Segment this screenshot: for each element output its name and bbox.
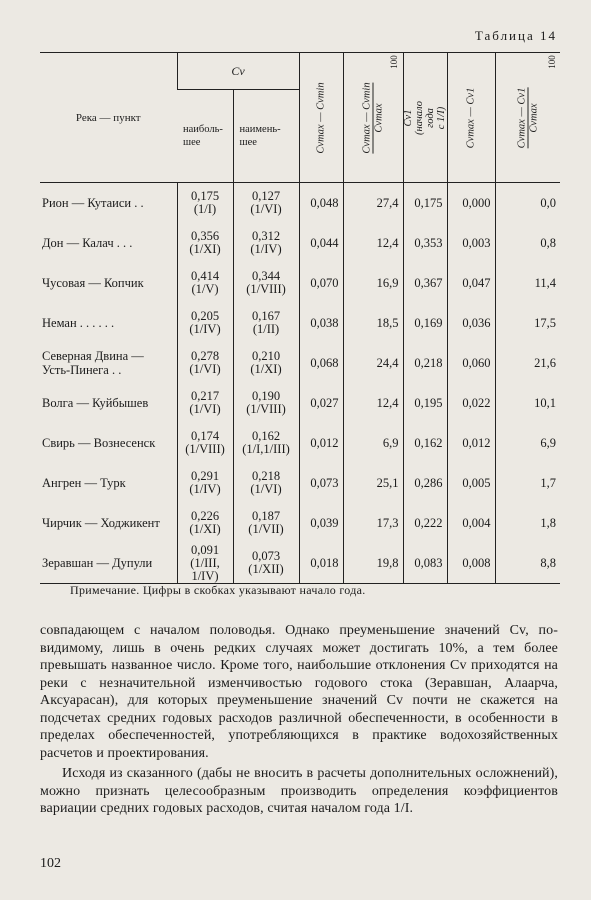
cv-max-date: (1/IV) [189,482,221,496]
table-row [40,383,560,423]
cv-min-cell [233,383,299,423]
ratio-value: 17,3 [376,515,399,530]
ratio1-cell [495,423,560,463]
diff-value: 0,048 [310,195,339,210]
cv-min-value: 0,073 [251,549,281,563]
ratio1-cell [495,503,560,543]
cv-min-date: (1/VII) [248,522,284,536]
ratio-value: 6,9 [382,435,399,450]
cv-min-date: (1/VI) [250,202,282,216]
cv-max-value: 0,174 [190,429,220,443]
cv-max-cell [177,183,233,224]
river-name-value: Свирь — Вознесенск [42,436,156,450]
cv-min-value: 0,190 [251,389,281,403]
ratio-value: 25,1 [376,475,399,490]
river-name-cell [40,383,177,423]
paragraph-1: совпадающем с началом половодья. Однако преуменьшение значений Cv, по-видимому, лишь в очень редких случаях может достигать 10%, а тем более превышать названное число. Кроме того, наибольшие отклонения Cv приходятся на реки с незначительной изменчивостью годового стока (Зеравшан, Алаарча, Аксуарасан), для которых преуменьшение значений Cv почти не скажется на подсчетах средних годовых расходов различной обеспеченности, в особенности в пределах обеспеченностей, употребляющихся в практике водохозяйственных расчетов и проектирования. [40,623,558,761]
ratio1-cell [495,223,560,263]
ratio-cell [343,543,403,584]
ratio-cell [343,303,403,343]
diff-value: 0,039 [310,515,339,530]
cv-max-value: 0,291 [190,469,220,483]
river-name-cell [40,343,177,383]
diff1-cell [447,503,495,543]
cv-min-date: (1/VI) [250,482,282,496]
ratio1-value: 21,6 [534,355,556,370]
cv1-value: 0,367 [414,275,443,290]
diff1-value: 0,022 [462,395,491,410]
cv-max-value: 0,091 [190,542,220,557]
ratio1-value: 8,8 [540,555,556,570]
diff1-cell [447,183,495,224]
ratio-cell [343,183,403,224]
cv1-value: 0,083 [414,555,443,570]
table-caption: Таблица 14 [474,28,557,43]
table-row [40,263,560,303]
ratio1-value: 1,8 [540,515,556,530]
header-ratio1-multiplier: 100 [546,55,557,69]
diff-cell [299,303,343,343]
cv-min-value: 0,162 [251,429,281,443]
ratio1-cell [495,543,560,584]
diff-cell [299,343,343,383]
cv-min-date: (1/IV) [250,242,282,256]
cv1-cell [403,543,447,584]
cv-max-cell [177,463,233,503]
cv-min-date: (1/II) [252,322,280,336]
cv-min-value: 0,344 [251,269,281,283]
ratio1-value: 0,0 [540,195,556,210]
diff-value: 0,038 [310,315,339,330]
diff-cell [299,263,343,303]
cv-max-cell [177,503,233,543]
cv-max-value: 0,226 [190,509,220,523]
ratio-cell [343,463,403,503]
cv1-cell [403,423,447,463]
river-name-cell [40,463,177,503]
table-row [40,503,560,543]
ratio1-value: 10,1 [534,395,556,410]
diff1-cell [447,383,495,423]
river-name-value: Неман . . . . . . [42,316,115,330]
cv-max-date: (1/I) [193,202,217,216]
diff1-cell [447,303,495,343]
cv-min-cell [233,343,299,383]
diff1-cell [447,423,495,463]
cv-max-cell [177,263,233,303]
header-ratio-denominator: Cvmax [373,102,385,133]
river-name-value: Чирчик — Ходжикент [42,516,160,530]
cv-min-cell [233,503,299,543]
ratio-value: 18,5 [376,315,399,330]
ratio-cell [343,263,403,303]
header-cv1: Cv1 (начало года с 1/I) [403,53,447,183]
header-max: наиболь- шее [177,90,233,183]
ratio-cell [343,383,403,423]
diff1-value: 0,003 [462,235,491,250]
river-name-value: Дон — Калач . . . [42,236,133,250]
cv-max-date: (1/VI) [189,402,221,416]
ratio-value: 16,9 [376,275,399,290]
cv-min-cell [233,423,299,463]
diff-cell [299,423,343,463]
diff-cell [299,543,343,584]
diff-value: 0,068 [310,355,339,370]
ratio1-value: 0,8 [540,235,556,250]
diff1-value: 0,012 [462,435,491,450]
diff-value: 0,012 [310,435,339,450]
cv-max-value: 0,414 [190,269,220,283]
cv1-value: 0,195 [414,395,443,410]
diff-value: 0,073 [310,475,339,490]
ratio1-cell [495,183,560,224]
river-name-value: Рион — Кутаиси . . [42,196,144,210]
river-name-cell [40,543,177,584]
river-name-cell [40,183,177,224]
diff1-value: 0,036 [462,315,491,330]
cv1-value: 0,218 [414,355,443,370]
ratio-value: 27,4 [376,195,399,210]
cv-min-date: (1/VIII) [246,402,286,416]
ratio-value: 19,8 [376,555,399,570]
diff-cell [299,223,343,263]
ratio1-cell [495,303,560,343]
cv1-cell [403,343,447,383]
cv1-value: 0,353 [414,235,443,250]
cv-max-cell [177,423,233,463]
ratio-value: 24,4 [376,355,399,370]
header-river: Река — пункт [40,53,177,183]
cv1-cell [403,263,447,303]
river-name-value: Зеравшан — Дупули [42,556,153,570]
cv-min-value: 0,218 [251,469,281,483]
cv1-cell [403,503,447,543]
cv-max-cell [177,223,233,263]
cv-min-value: 0,127 [251,189,281,203]
ratio-value: 12,4 [376,395,399,410]
cv-max-value: 0,175 [190,189,220,203]
river-name-value: Волга — Куйбышев [42,396,149,410]
cv-max-date: (1/VIII) [185,442,225,456]
table-row [40,183,560,224]
ratio1-value: 11,4 [534,275,556,290]
river-name-cell [40,223,177,263]
diff-cell [299,183,343,224]
header-cv: Cv [177,53,299,90]
paragraph-2: Исходя из сказанного (дабы не вносить в расчеты дополнительных осложнений), можно признать целесообразным производить определения коэффициентов вариации средних годовых расходов, считая началом года 1/I. [40,766,558,816]
table-body [40,183,560,584]
river-name-cell [40,423,177,463]
ratio1-cell [495,343,560,383]
body-text [40,622,558,818]
table-note: Примечание. Цифры в скобках указывают начало года. [70,583,366,597]
diff1-cell [447,263,495,303]
diff1-cell [447,223,495,263]
ratio1-cell [495,383,560,423]
cv-max-value: 0,356 [190,229,220,243]
cv-max-date: (1/VI) [189,362,221,376]
diff-value: 0,070 [310,275,339,290]
header-ratio-numerator: Cvmax — Cvmin [361,81,373,154]
ratio1-value: 1,7 [540,475,556,490]
table-row [40,543,560,584]
cv1-value: 0,286 [414,475,443,490]
cv-min-cell [233,263,299,303]
cv1-value: 0,222 [414,515,443,530]
page-number: 102 [40,856,61,871]
cv-max-date: (1/XI) [189,522,221,536]
cv-max-value: 0,278 [190,349,220,363]
header-ratio1-denominator: Cvmax [528,102,540,133]
cv-min-value: 0,210 [251,349,281,363]
cv-min-cell [233,463,299,503]
cv-max-cell [177,303,233,343]
diff1-value: 0,004 [462,515,491,530]
header-ratio1 [495,53,560,183]
ratio-cell [343,503,403,543]
river-name-cell [40,503,177,543]
river-name-value: Северная Двина — Усть-Пинега . . [42,349,144,377]
cv-max-cell [177,383,233,423]
diff1-cell [447,543,495,584]
cv-min-date: (1/I,1/III) [242,442,290,456]
cv-min-date: (1/XII) [248,562,284,576]
cv-max-date: (1/XI) [189,242,221,256]
header-ratio [343,53,403,183]
header-diff1: Cvmax — Cv1 [447,53,495,183]
cv-min-cell [233,223,299,263]
cv1-value: 0,175 [414,195,443,210]
cv1-cell [403,383,447,423]
cv-max-value: 0,217 [190,389,220,403]
diff1-value: 0,005 [462,475,491,490]
cv-max-date: (1/III, 1/IV) [190,555,220,583]
cv-min-cell [233,303,299,343]
cv-min-value: 0,187 [251,509,281,523]
cv-min-value: 0,167 [251,309,281,323]
river-name-value: Чусовая — Копчик [42,276,144,290]
header-ratio-multiplier: 100 [388,55,399,69]
ratio-value: 12,4 [376,235,399,250]
diff-cell [299,503,343,543]
ratio1-cell [495,263,560,303]
table-row [40,223,560,263]
ratio1-cell [495,463,560,503]
diff-cell [299,383,343,423]
header-diff: Cvmax — Cvmin [299,53,343,183]
cv-max-cell [177,343,233,383]
cv1-cell [403,183,447,224]
diff1-cell [447,463,495,503]
cv-min-date: (1/VIII) [246,282,286,296]
river-name-cell [40,303,177,343]
cv-min-date: (1/XI) [250,362,282,376]
ratio-cell [343,223,403,263]
table-row [40,463,560,503]
ratio-cell [343,423,403,463]
cv1-value: 0,169 [414,315,443,330]
river-name-value: Ангрен — Турк [42,476,126,490]
diff-value: 0,044 [310,235,339,250]
cv-max-date: (1/V) [191,282,219,296]
diff-value: 0,027 [310,395,339,410]
diff1-value: 0,000 [462,195,491,210]
table-row [40,303,560,343]
cv-min-cell [233,183,299,224]
diff1-cell [447,343,495,383]
cv-min-cell [233,543,299,584]
diff-value: 0,018 [310,555,339,570]
cv1-cell [403,303,447,343]
cv-max-date: (1/IV) [189,322,221,336]
diff-cell [299,463,343,503]
cv1-cell [403,223,447,263]
header-min: наимень- шее [233,90,299,183]
cv1-value: 0,162 [414,435,443,450]
diff1-value: 0,060 [462,355,491,370]
cv-max-value: 0,205 [190,309,220,323]
ratio1-value: 6,9 [540,435,556,450]
cv1-cell [403,463,447,503]
ratio1-value: 17,5 [534,315,556,330]
cv-max-cell [177,543,233,584]
diff1-value: 0,047 [462,275,491,290]
river-name-cell [40,263,177,303]
ratio-cell [343,343,403,383]
table-row [40,423,560,463]
table-row [40,343,560,383]
diff1-value: 0,008 [462,555,491,570]
header-ratio1-numerator: Cvmax — Cv1 [516,87,528,148]
data-table [40,52,560,584]
cv-min-value: 0,312 [251,229,281,243]
